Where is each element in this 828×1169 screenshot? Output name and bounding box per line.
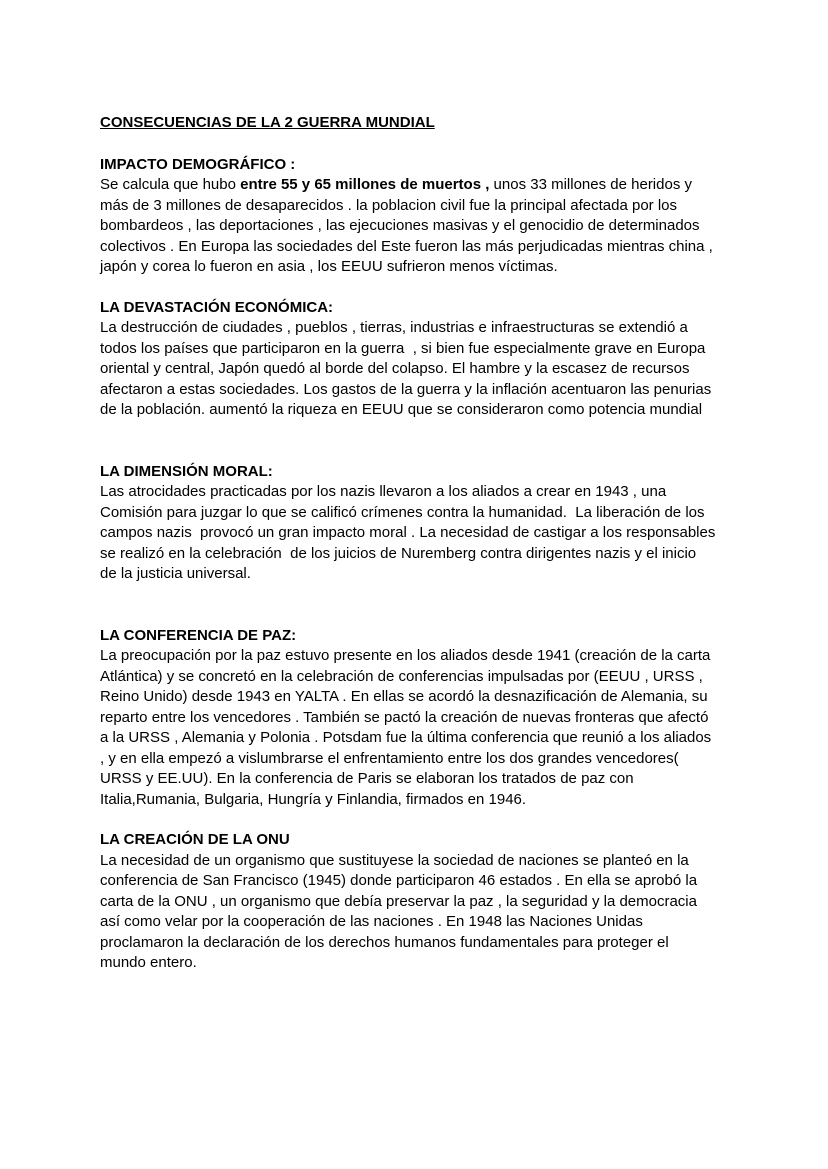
section-body: La preocupación por la paz estuvo presente en los aliados desde 1941 (creación de la carta Atlántica) y se concretó en la celebración de conferencias impulsadas por (EEUU , URSS , Reino Unido) desde 1943 en YALTA . En ellas se acordó la desnazificación de Alemania, su reparto entre los vencedores . También se pactó la creación de nuevas fronteras que afectó a la URSS , Alemania y Polonia . Potsdam fue la última conferencia que reunió a los aliados , y en ella empezó a vislumbrarse el enfrentamiento entre los dos grandes vencedores( URSS y EE.UU). En la conferencia de Paris se elaboran los tratados de paz con Italia,Rumania, Bulgaria, Hungría y Finlandia, firmados en 1946. [100,647,712,808]
section-peace-conference [100,626,740,811]
section-body: La destrucción de ciudades , pueblos , tierras, industrias e infraestructuras se extendió a todos los países que participaron en la guerra , si bien fue especialmente grave en Europa oriental y central, Japón quedó al borde del colapso. El hambre y la escasez de recursos afectaron a estas sociedades. Los gastos de la guerra y la inflación acentuaron las penurias de la población. aumentó la riqueza en EEUU que se consideraron como potencia mundial [100,319,712,418]
body-text: Se calcula que hubo [100,176,241,193]
spacer [100,278,740,298]
section-heading: LA CONFERENCIA DE PAZ: [100,626,297,644]
spacer [100,585,740,626]
section-heading: LA DIMENSIÓN MORAL: [100,462,273,480]
document-title: CONSECUENCIAS DE LA 2 GUERRA MUNDIAL [100,114,435,131]
section-body: Las atrocidades practicadas por los nazis llevaron a los aliados a crear en 1943 , una Comisión para juzgar lo que se calificó crímenes contra la humanidad. La liberación de los campos nazis provocó un gran impacto moral . La necesidad de castigar a los responsables se realizó en la celebración de los juicios de Nuremberg contra dirigentes nazis y el inicio de la justicia universal. [100,483,716,582]
section-heading: LA DEVASTACIÓN ECONÓMICA: [100,298,334,316]
document-page [100,113,740,974]
section-un-creation [100,830,740,974]
section-economic-devastation [100,298,740,421]
body-text: unos 33 millones de heridos y más de 3 millones de desaparecidos . la poblacion civil fue la principal afectada por los bombardeos , las deportaciones , las ejecuciones masivas y el genocidio de determinados colectivos . En Europa las sociedades del Este fueron las más perjudicadas mientras china , japón y corea lo fueron en asia , los EEUU sufrieron menos víctimas. [100,176,713,275]
section-body [100,175,740,278]
spacer [100,421,740,462]
section-heading: IMPACTO DEMOGRÁFICO : [100,155,296,173]
section-demographic-impact [100,155,740,278]
section-heading: LA CREACIÓN DE LA ONU [100,831,290,848]
spacer [100,810,740,830]
section-body: La necesidad de un organismo que sustituyese la sociedad de naciones se planteó en la conferencia de San Francisco (1945) donde participaron 46 estados . En ella se aprobó la carta de la ONU , un organismo que debía preservar la paz , la seguridad y la democracia así como velar por la cooperación de las naciones . En 1948 las Naciones Unidas proclamaron la declaración de los derechos humanos fundamentales para proteger el mundo entero. [100,851,698,971]
section-moral-dimension [100,462,740,585]
body-bold-text: entre 55 y 65 millones de muertos , [240,176,490,193]
